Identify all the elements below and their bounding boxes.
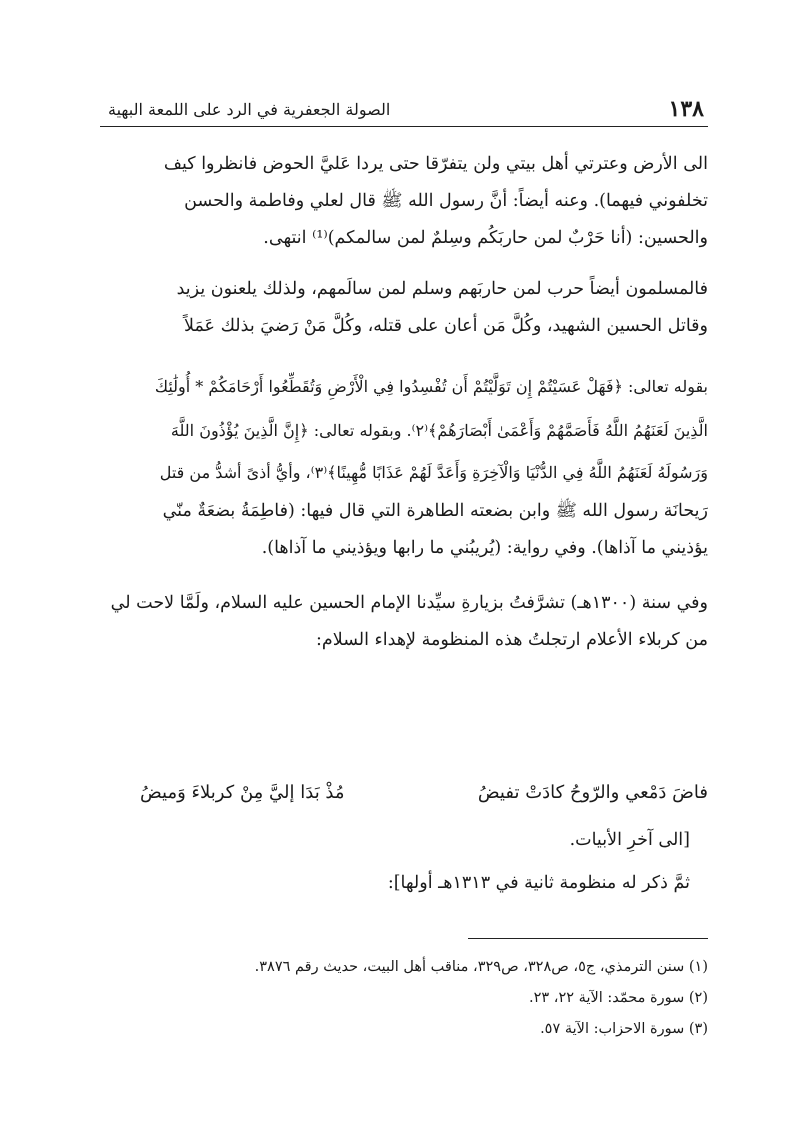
text-line: وقاتل الحسين الشهيد، وكُلَّ مَن أعان على قتله، وكُلَّ مَنْ رَضيَ بذلك عَمَلاً	[184, 316, 708, 336]
poem-verse	[104, 782, 708, 822]
text-line: تخلفوني فيهما). وعنه أيضاً: أنَّ رسول الله ﷺ قال لعلي وفاطمة والحسن	[184, 191, 708, 211]
footnotes	[104, 952, 708, 1045]
running-title: الصولة الجعفرية في الرد على اللمعة البهية	[108, 100, 391, 119]
page-header	[100, 96, 708, 127]
footnote: (٣) سورة الاحزاب: الآية ٥٧.	[540, 1021, 708, 1037]
text-line: ثمَّ ذكر له منظومة ثانية في ١٣١٣هـ أولها]:	[387, 873, 690, 893]
quran-line: وَرَسُولَهُ لَعَنَهُمُ اللَّهُ فِي الدُّنْيَا وَالْآخِرَةِ وَأَعَدَّ لَهُمْ عَذَابًا مُّهِينًا﴾⁽٣⁾، وأيُّ أذىً أشدُّ من قتل	[159, 463, 708, 482]
text-line: فالمسلمون أيضاً حرب لمن حاربَهم وسلم لمن سالَمهم، ولذلك يلعنون يزيد	[176, 279, 708, 299]
text-line: من كربلاء الأعلام ارتجلتُ هذه المنظومة لإهداء السلام:	[316, 630, 708, 650]
footnote: (١) سنن الترمذي، ج٥، ص٣٢٨، ص٣٢٩، مناقب أهل البيت، حديث رقم ٣٨٧٦.	[254, 959, 708, 975]
text-line: وفي سنة (١٣٠٠هـ) تشرَّفتُ بزيارةِ سيِّدنا الإمام الحسين عليه السلام، ولَمَّا لاحت لي	[110, 593, 708, 613]
text-line: والحسين: (أنا حَرْبٌ لمن حاربَكُم وسِلمٌ لمن سالمكم)⁽¹⁾ انتهى.	[263, 228, 708, 248]
text-line: الى الأرض وعترتي أهل بيتي ولن يتفرّقا حتى يردا عَليَّ الحوض فانظروا كيف	[163, 154, 708, 174]
footnote: (٢) سورة محمّد: الآية ٢٢، ٢٣.	[529, 990, 708, 1006]
text-line: رَيحانَة رسول الله ﷺ وابن بضعته الطاهرة التي قال فيها: (فاطِمَةُ بضعَةٌ منّي	[162, 501, 708, 521]
quran-line: بقوله تعالى: ﴿فَهَلْ عَسَيْتُمْ إِن تَوَلَّيْتُمْ أَن تُفْسِدُوا فِي الْأَرْضِ وَتُقَطِّعُوا أَرْحَامَكُمْ * أُولَٰئِكَ	[154, 377, 708, 396]
text-line: يؤذيني ما آذاها). وفي رواية: (يُريبُني ما رابها ويؤذيني ما آذاها).	[261, 538, 708, 558]
text-line: [الى آخرِ الأبيات.	[569, 830, 690, 850]
after-verse-text	[104, 822, 708, 902]
verse-second-hemistich: مُذْ بَدَا إليَّ مِنْ كربلاءَ وَميضُ	[140, 782, 345, 803]
footnote-separator	[468, 938, 708, 939]
page-number: ١٣٨	[668, 96, 704, 122]
quran-line: الَّذِينَ لَعَنَهُمُ اللَّهُ فَأَصَمَّهُمْ وَأَعْمَىٰ أَبْصَارَهُمْ﴾⁽٢⁾. وبقوله تعالى: ﴿إِنَّ الَّذِينَ يُؤْذُونَ اللَّهَ	[170, 421, 708, 440]
main-text	[104, 146, 708, 659]
verse-first-hemistich: فاضَ دَمْعي والرّوحُ كادَتْ تفيضُ	[477, 782, 708, 803]
